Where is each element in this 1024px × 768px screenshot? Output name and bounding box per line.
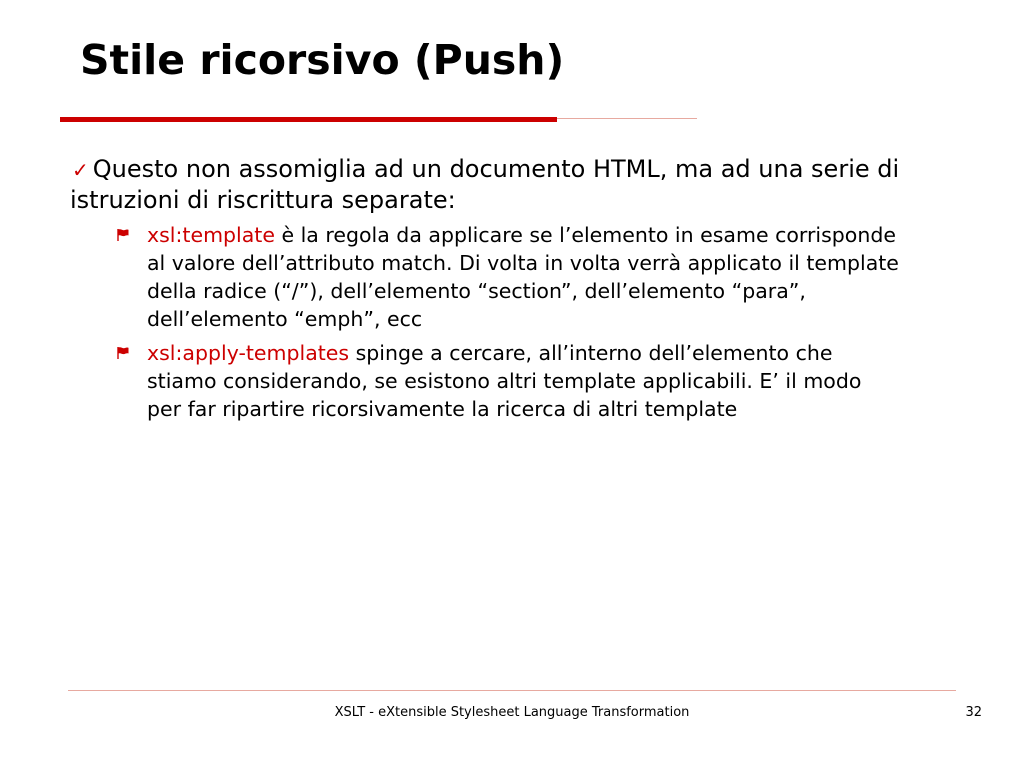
main-bullet xyxy=(70,154,900,215)
page-number: 32 xyxy=(965,705,982,720)
sub-bullet-xsl-apply-templates xyxy=(70,339,900,423)
flag-icon xyxy=(116,228,130,242)
footer-divider xyxy=(68,690,956,691)
main-bullet-text: Questo non assomiglia ad un documento HTML, ma ad una serie di istruzioni di riscrittura separate: xyxy=(70,155,900,214)
sub-bullet-text: è la regola da applicare se l’elemento in esame corrisponde al valore dell’attributo match. Di volta in volta verrà applicato il template della radice (“/”), dell’elemento “section”, dell’elemento “para”, dell’elemento “emph”, ecc xyxy=(147,223,899,331)
sub-bullet-xsl-template xyxy=(70,221,900,333)
check-icon: ✓ xyxy=(72,158,89,182)
slide-content xyxy=(70,154,900,429)
slide-title: Stile ricorsivo (Push) xyxy=(80,36,565,84)
flag-icon xyxy=(116,346,130,360)
sub-bullet-text: spinge a cercare, all’interno dell’elemento che stiamo considerando, se esistono altri template applicabili. E’ il modo per far ripartire ricorsivamente la ricerca di altri template xyxy=(147,341,862,421)
title-underline xyxy=(60,117,557,122)
sub-bullet-list xyxy=(70,221,900,423)
term-xsl-template: xsl:template xyxy=(147,223,275,247)
footer-text: XSLT - eXtensible Stylesheet Language Transformation xyxy=(334,705,690,720)
term-xsl-apply-templates: xsl:apply-templates xyxy=(147,341,350,365)
title-underline-thin xyxy=(557,118,697,119)
